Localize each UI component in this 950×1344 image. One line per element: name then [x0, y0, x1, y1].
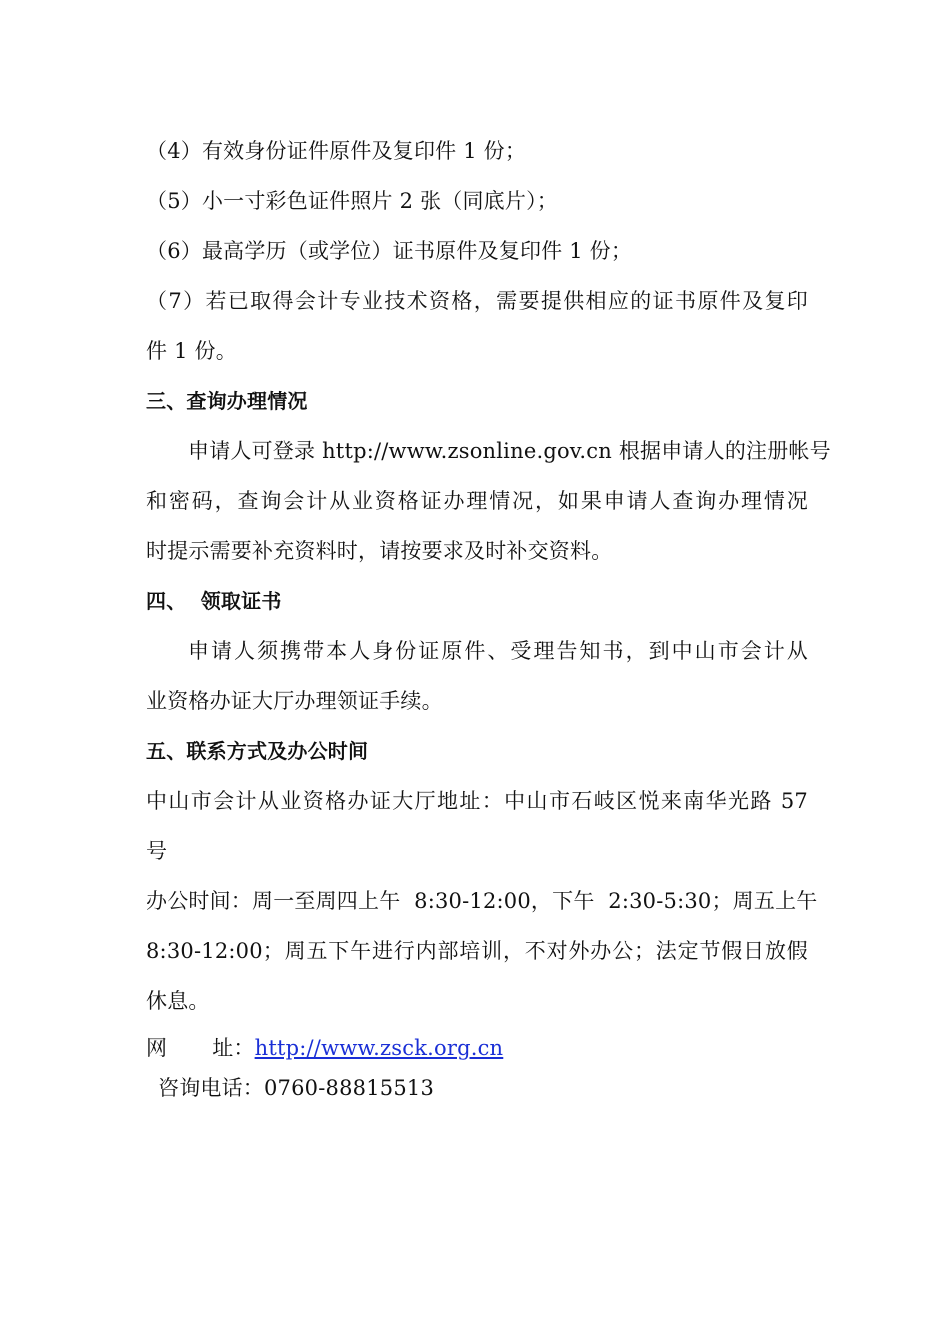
address-line-1: 中山市会计从业资格办证大厅地址：中山市石岐区悦来南华光路 57 — [146, 789, 808, 813]
list-item-4: （4）有效身份证件原件及复印件 1 份； — [146, 139, 527, 163]
website-link[interactable]: http://www.zsck.org.cn — [254, 1036, 504, 1060]
list-item-6: （6）最高学历（或学位）证书原件及复印件 1 份； — [146, 239, 633, 263]
list-item-7-line-2: 件 1 份。 — [146, 339, 237, 363]
section-4-heading: 四、 领取证书 — [146, 589, 282, 613]
office-hours-line-2: 8:30-12:00；周五下午进行内部培训，不对外办公；法定节假日放假 — [146, 939, 808, 963]
website-label-part-2: 址： — [212, 1036, 255, 1060]
section-4-paragraph-line-2: 业资格办证大厅办理领证手续。 — [146, 689, 443, 713]
section-3-paragraph-line-1: 申请人可登录 http://www.zsonline.gov.cn 根据申请人的注册帐号 — [188, 439, 831, 463]
document-page — [146, 126, 831, 1106]
list-item-5: （5）小一寸彩色证件照片 2 张（同底片）； — [146, 189, 558, 213]
office-hours-line-3: 休息。 — [146, 989, 210, 1013]
website-label-part-1: 网 — [146, 1036, 168, 1060]
consult-phone: 咨询电话：0760-88815513 — [158, 1076, 435, 1100]
section-4-paragraph-line-1: 申请人须携带本人身份证原件、受理告知书，到中山市会计从 — [188, 639, 808, 663]
section-3-paragraph-line-3: 时提示需要补充资料时，请按要求及时补交资料。 — [146, 539, 613, 563]
section-3-paragraph-line-2: 和密码，查询会计从业资格证办理情况，如果申请人查询办理情况 — [146, 489, 808, 513]
address-line-2: 号 — [146, 839, 168, 863]
section-5-heading: 五、联系方式及办公时间 — [146, 739, 369, 763]
office-hours-line-1: 办公时间：周一至周四上午 8:30-12:00，下午 2:30-5:30；周五上午 — [146, 889, 818, 913]
list-item-7-line-1: （7）若已取得会计专业技术资格，需要提供相应的证书原件及复印 — [146, 289, 808, 313]
section-3-heading: 三、查询办理情况 — [146, 389, 308, 413]
website-row — [146, 1026, 808, 1070]
